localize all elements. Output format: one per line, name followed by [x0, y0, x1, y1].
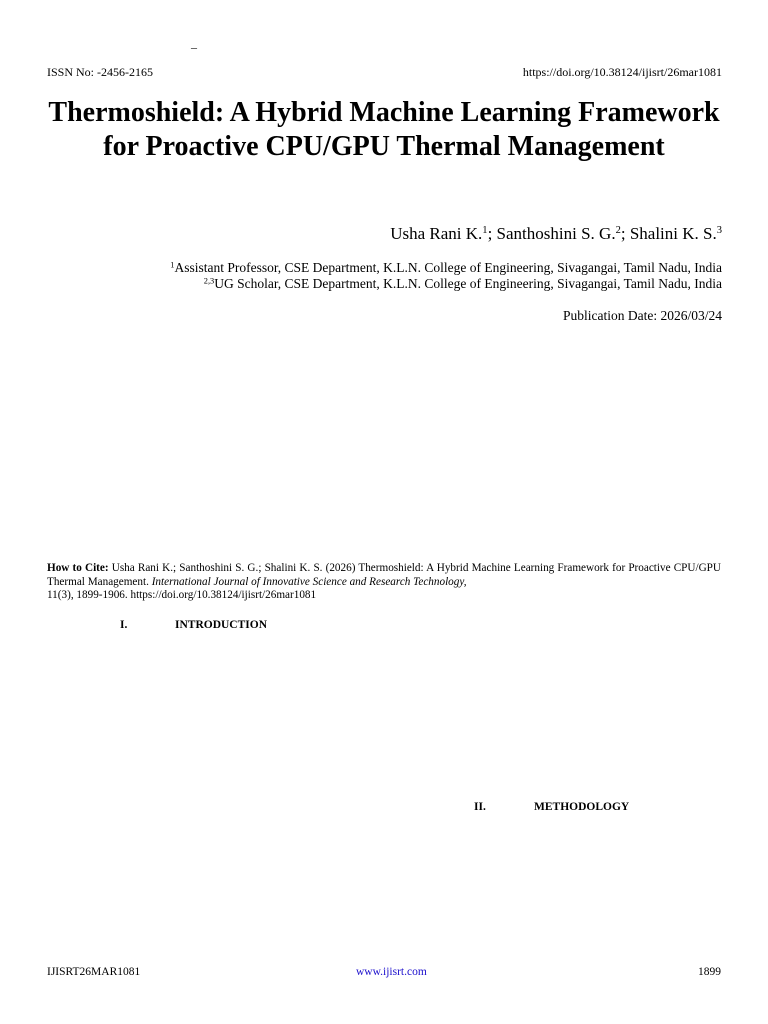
- issn-number: ISSN No: -2456-2165: [47, 65, 154, 79]
- affiliation-line: [170, 260, 722, 276]
- citation-block: [47, 562, 721, 603]
- author-superscript: 2: [615, 225, 621, 237]
- header-doi-link[interactable]: https://doi.org/10.38124/ijisrt/26mar1081: [522, 65, 722, 79]
- author-separator: ;: [487, 224, 497, 243]
- author-name: Usha Rani K.: [390, 224, 483, 243]
- author-separator: ;: [620, 224, 630, 243]
- author-superscript: 3: [716, 225, 722, 237]
- affiliation-text: Assistant Professor, CSE Department, K.L.N. College of Engineering, Sivagangai, Tamil Nadu, India: [174, 260, 722, 275]
- author-name: Santhoshini S. G.: [496, 224, 616, 243]
- section-number: I.: [120, 619, 128, 631]
- citation-label: How to Cite:: [47, 562, 109, 574]
- citation-journal: International Journal of Innovative Science and Research Technology,: [151, 575, 467, 588]
- affiliation-superscript: 2,3: [203, 276, 215, 286]
- footer-website-link[interactable]: www.ijisrt.com: [356, 966, 427, 978]
- affiliation-text: UG Scholar, CSE Department, K.L.N. College of Engineering, Sivagangai, Tamil Nadu, India: [214, 276, 722, 291]
- section-heading-methodology: METHODOLOGY: [534, 801, 630, 813]
- affiliation-superscript: 1: [170, 260, 175, 270]
- author-superscript: 1: [482, 225, 488, 237]
- header-dash-mark: –: [191, 40, 197, 54]
- affiliation-line: [204, 276, 722, 292]
- footer-paper-id: IJISRT26MAR1081: [47, 966, 141, 978]
- author-name: Shalini K. S.: [629, 224, 717, 243]
- citation-text: Usha Rani K.; Santhoshini S. G.; Shalini K. S. (2026) Thermoshield: A Hybrid Machine Learning Framework for Proactive CPU/GPU Thermal Management.: [47, 562, 721, 588]
- section-number: II.: [474, 801, 486, 813]
- publication-date: Publication Date: 2026/03/24: [563, 308, 722, 323]
- author-list: [390, 224, 722, 244]
- paper-title: Thermoshield: A Hybrid Machine Learning Framework for Proactive CPU/GPU Thermal Management: [48, 97, 720, 162]
- page-number: 1899: [698, 966, 721, 978]
- section-heading-introduction: INTRODUCTION: [175, 619, 268, 631]
- citation-tail: 11(3), 1899-1906. https://doi.org/10.38124/ijisrt/26mar1081: [47, 589, 317, 601]
